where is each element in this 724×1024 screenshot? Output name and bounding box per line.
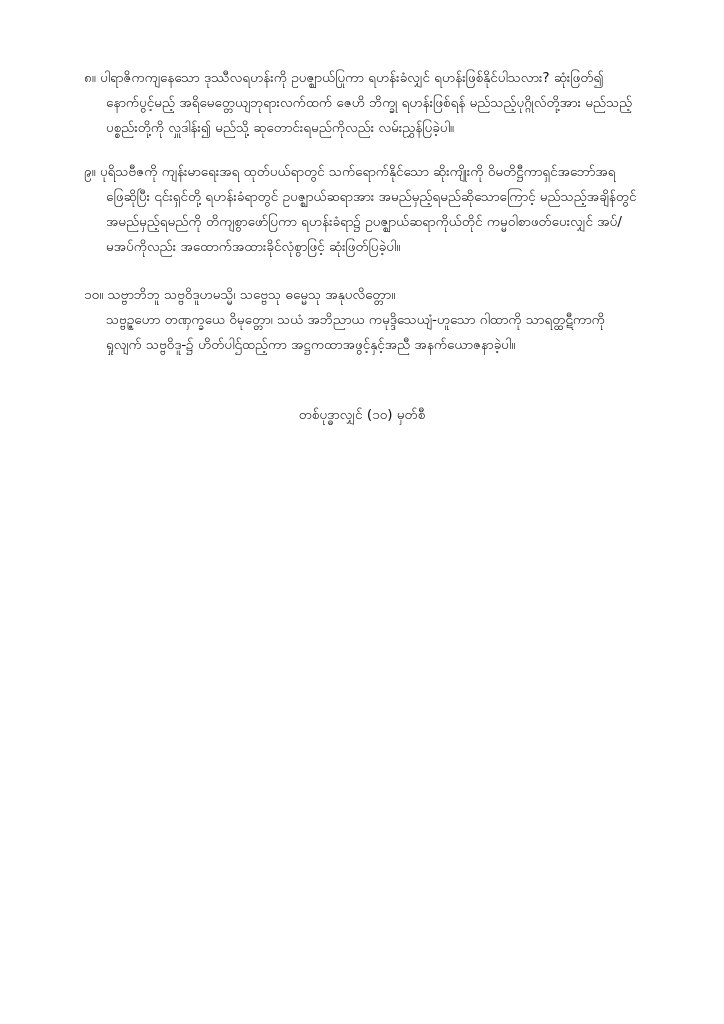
question-9-line-3: အမည်မှည့်ရမည်ကို တိကျစွာဖော်ပြကာ ရဟန်းခံရာ၌ ဥပဇ္ဈာယ်ဆရာကိုယ်တိုင် ကမ္မဝါစာဖတ်ပေးလျှင် အပ်/	[106, 214, 622, 230]
question-9-line-2: ဖြေဆိုပြီး ၎င်းရှင်တို့ ရဟန်းခံရာတွင် ဥပဇ္ဈာယ်ဆရာအား အမည်မှည့်ရမည်ဆိုသောကြောင့် မည်သည့်အချိန်တွင်	[106, 189, 637, 205]
question-10	[84, 283, 684, 358]
question-9	[84, 160, 684, 260]
question-10-line-1: ၁၀။ သဗ္ဗာဘိဘူ သဗ္ဗဝိဒူဟမသ္မိ၊ သဗ္ဗေသု ဓမ္မေသု အနုပလိတ္တော။	[84, 287, 396, 303]
marks-note: တစ်ပုဒ္ဓာလျှင် (၁၀) မှတ်စီ	[298, 407, 426, 423]
question-8-line-1: ၈။ ပါရာဇိကကျနေသော ဒုဿီလရဟန်းကို ဥပဇ္ဈာယ်ပြုကာ ရဟန်းခံလျှင် ရဟန်းဖြစ်နိုင်ပါသလား? ဆုံးဖြတ်၍	[84, 70, 604, 86]
question-8	[84, 66, 684, 141]
question-9-line-4: မအပ်ကိုလည်း အထောက်အထားခိုင်လုံစွာဖြင့် ဆုံးဖြတ်ပြခဲ့ပါ။	[106, 239, 401, 255]
question-9-line-1: ၉။ ပုရိသဗီဇကို ကျန်းမာရေးအရ ထုတ်ပယ်ရာတွင် သက်ရောက်နိုင်သော ဆိုးကျိုးကို ဝိမတိဋ္ဌီကာရှင်အဘော်အရ	[84, 164, 616, 180]
question-10-line-3: ရှုလျက် သဗ္ဗဝိဒူ-၌ ဟိတ်ပါဌ်ထည့်ကာ အဋ္ဌကထာအဖွင့်နှင့်အညီ အနက်ယောဇနာခဲ့ပါ။	[106, 337, 516, 353]
question-10-line-2: သဗ္ဗဉ္ဇဟော တဏှက္ခယေ ဝိမုတ္တော၊ သယံ အဘိညာယ ကမုဒ္ဒိသေယျံ-ဟူသော ဂါထာကို သာရတ္ထဋီကာကို	[106, 312, 605, 328]
question-8-line-2: နောက်ပွင့်မည့် အရိမေတ္တေယျဘုရားလက်ထက် ဇေဟိ ဘိက္ခု ရဟန်းဖြစ်ရန် မည်သည့်ပုဂ္ဂိုလ်တို့အား မည်သည့်	[106, 95, 633, 111]
question-8-line-3: ပစ္စည်းတို့ကို လှူဒါန်း၍ မည်သို့ ဆုတောင်းရမည်ကိုလည်း လမ်းညွှန်ပြခဲ့ပါ။	[106, 120, 455, 136]
